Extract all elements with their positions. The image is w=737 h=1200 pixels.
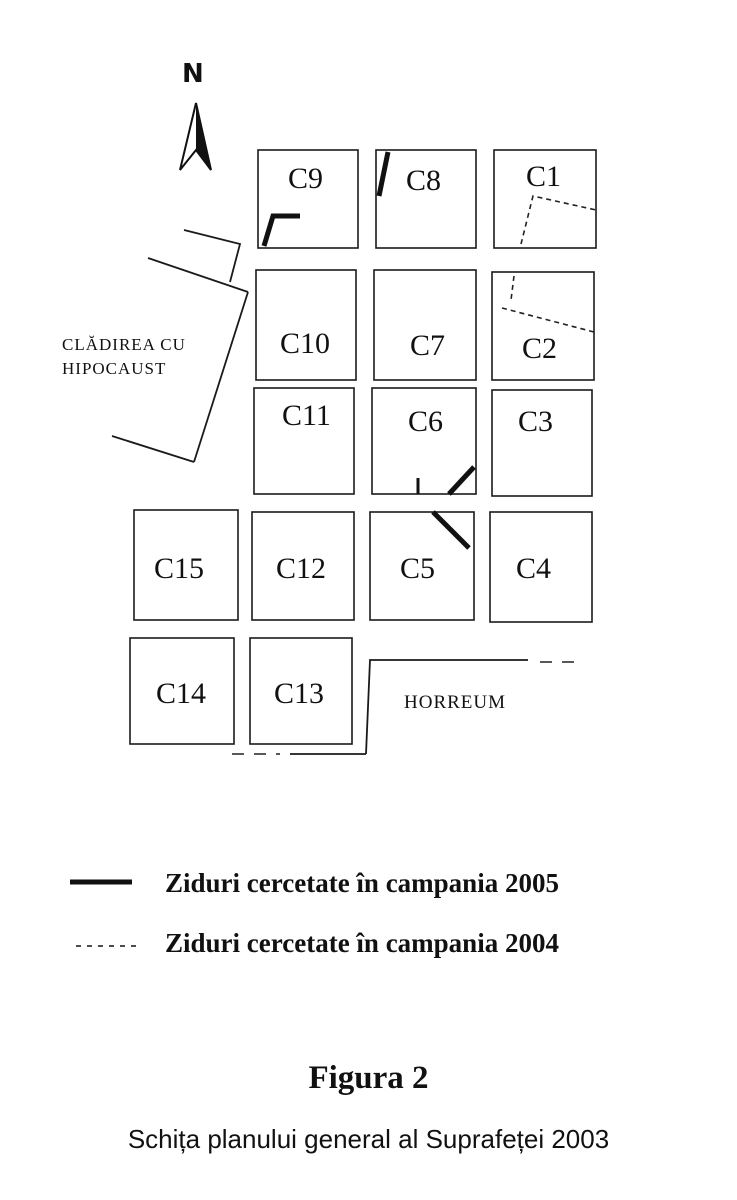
label-c2: C2 [522, 332, 558, 365]
label-c10: C10 [280, 327, 331, 360]
north-label: N [182, 59, 204, 89]
label-c1: C1 [526, 160, 562, 193]
north-arrow-icon [180, 103, 211, 170]
wall-2004-c2-b [502, 308, 594, 332]
wall-2005-c5 [433, 512, 469, 548]
label-c6: C6 [408, 405, 444, 438]
label-c7: C7 [410, 329, 446, 362]
label-c4: C4 [516, 552, 552, 585]
square-c7 [374, 270, 476, 380]
square-c10 [256, 270, 356, 380]
wall-2005-c8 [379, 152, 388, 196]
legend-dashed-text: Ziduri cercetate în campania 2004 [165, 928, 559, 958]
label-c14: C14 [156, 677, 207, 710]
wall-2005-c6 [449, 467, 474, 494]
label-c5: C5 [400, 552, 436, 585]
building-label-line2: HIPOCAUST [62, 359, 167, 378]
label-c11: C11 [282, 399, 331, 432]
figure-caption: Schița planului general al Suprafeței 2003 [127, 1124, 610, 1154]
building-label-line1: CLĂDIREA CU [62, 335, 186, 354]
figure-title: Figura 2 [308, 1060, 429, 1096]
legend-dashed-swatch [70, 934, 150, 954]
horreum-label: HORREUM [404, 692, 507, 713]
label-c13: C13 [274, 677, 325, 710]
label-c9: C9 [288, 162, 324, 195]
wall-2004-c1 [521, 196, 596, 244]
wall-2004-c2-a [511, 276, 514, 300]
label-c12: C12 [276, 552, 327, 585]
legend-solid-swatch [70, 872, 140, 892]
label-c8: C8 [406, 164, 442, 197]
label-c3: C3 [518, 405, 554, 438]
wall-2005-c9 [264, 216, 300, 246]
label-c15: C15 [154, 552, 205, 585]
legend-solid-text: Ziduri cercetate în campania 2005 [165, 868, 559, 898]
